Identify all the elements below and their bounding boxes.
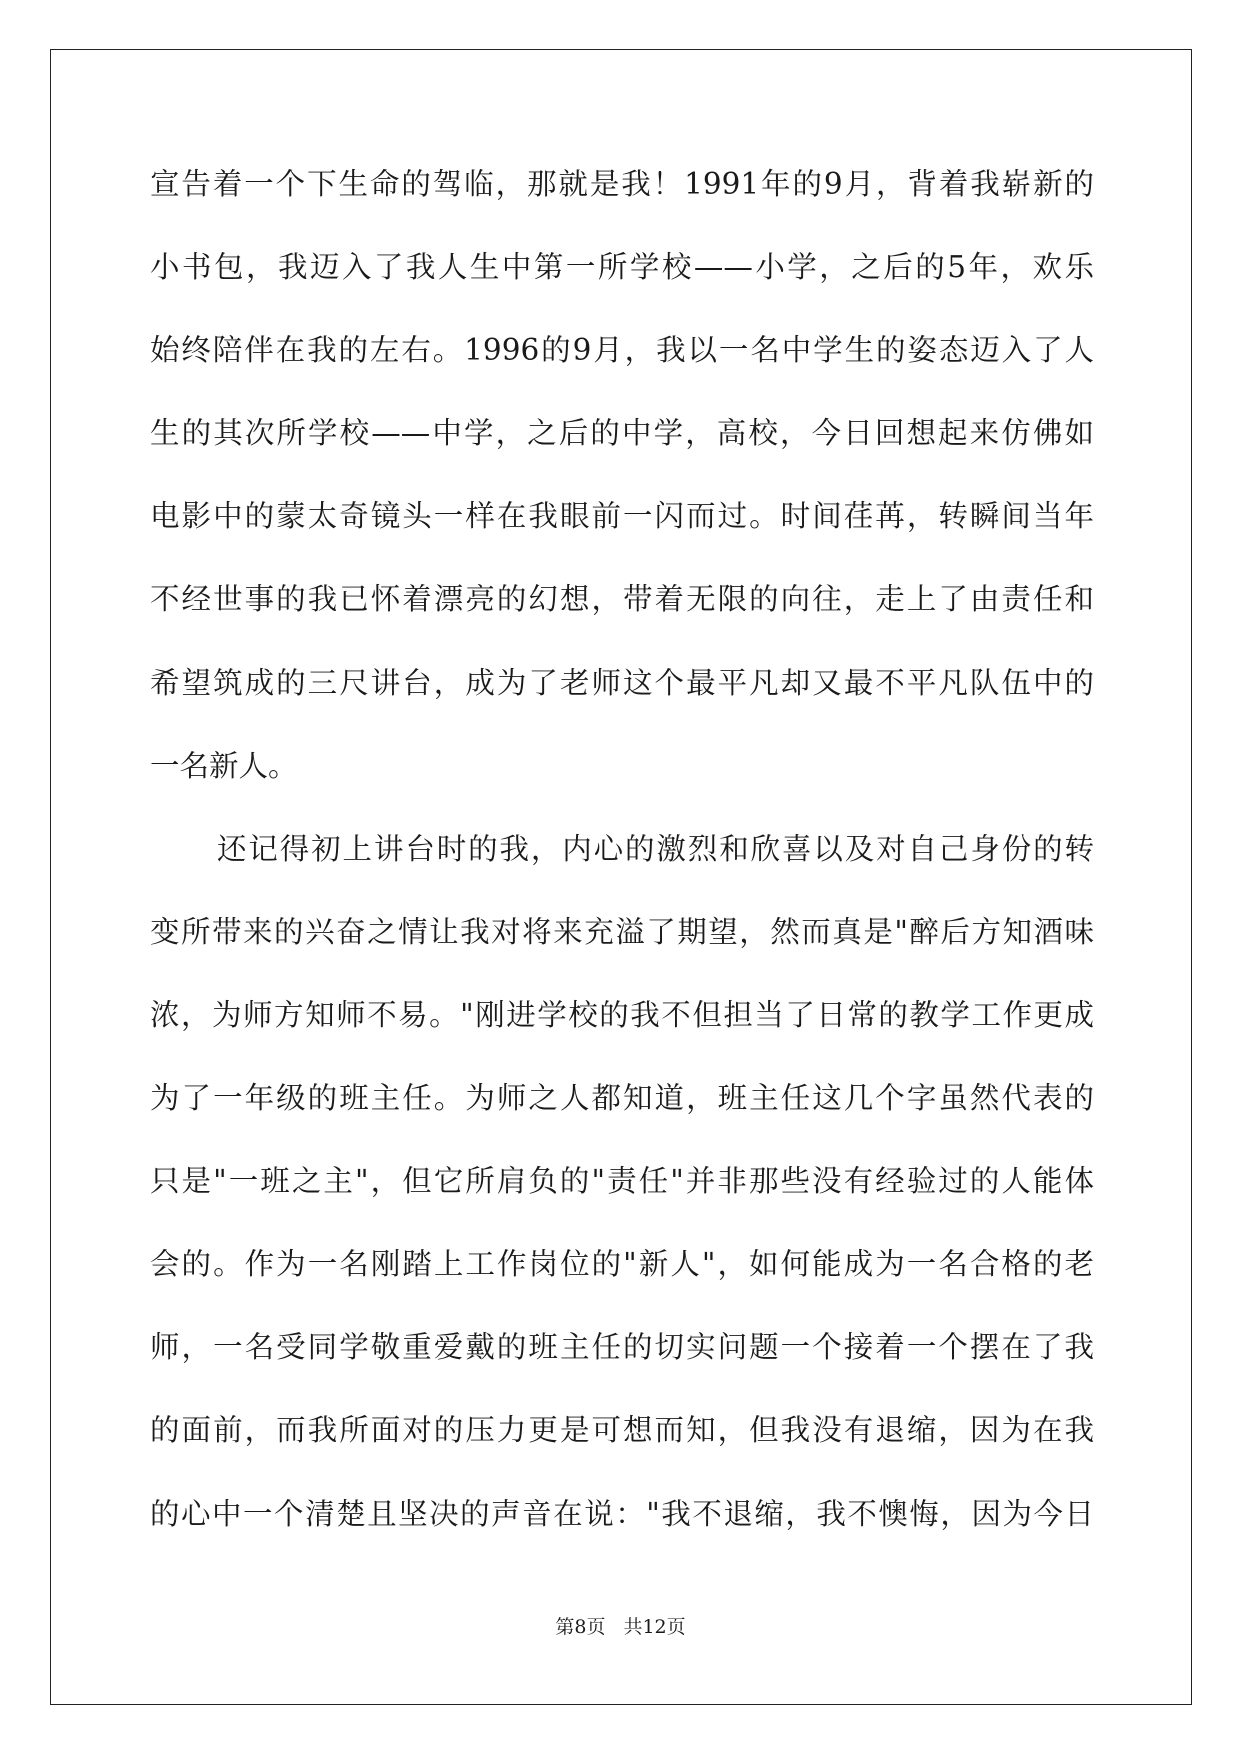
page-footer <box>0 1612 1241 1639</box>
text-line: 师，一名受同学敬重爱戴的班主任的切实问题一个接着一个摆在了我 <box>150 1330 1094 1365</box>
page-total: 共12页 <box>623 1616 686 1638</box>
text-line: 的心中一个清楚且坚决的声音在说："我不退缩，我不懊悔，因为今日 <box>150 1496 1094 1531</box>
text-line: 希望筑成的三尺讲台，成为了老师这个最平凡却又最不平凡队伍中的 <box>150 665 1094 700</box>
document-body <box>150 158 1094 1571</box>
text-line: 不经世事的我已怀着漂亮的幻想，带着无限的向往，走上了由责任和 <box>150 582 1094 617</box>
paragraph-start-line: 还记得初上讲台时的我，内心的激烈和欣喜以及对自己身份的转 <box>217 831 1094 866</box>
text-line: 小书包，我迈入了我人生中第一所学校——小学，之后的5年，欢乐 <box>150 250 1094 285</box>
text-line: 变所带来的兴奋之情让我对将来充溢了期望，然而真是"醉后方知酒味 <box>150 914 1094 949</box>
text-line: 生的其次所学校——中学，之后的中学，高校，今日回想起来仿佛如 <box>150 416 1094 451</box>
text-line: 为了一年级的班主任。为师之人都知道，班主任这几个字虽然代表的 <box>150 1081 1094 1116</box>
text-line: 电影中的蒙太奇镜头一样在我眼前一闪而过。时间荏苒，转瞬间当年 <box>150 499 1094 534</box>
text-line: 会的。作为一名刚踏上工作岗位的"新人"，如何能成为一名合格的老 <box>150 1247 1094 1282</box>
text-line: 始终陪伴在我的左右。1996的9月，我以一名中学生的姿态迈入了人 <box>150 333 1094 368</box>
text-line: 浓，为师方知师不易。"刚进学校的我不但担当了日常的教学工作更成 <box>150 997 1094 1032</box>
text-line: 宣告着一个下生命的驾临，那就是我！1991年的9月，背着我崭新的 <box>150 167 1094 201</box>
text-line: 只是"一班之主"，但它所肩负的"责任"并非那些没有经验过的人能体 <box>150 1164 1094 1199</box>
page-number: 第8页 <box>555 1616 606 1638</box>
paragraph-end-line: 一名新人。 <box>150 748 298 783</box>
text-line: 的面前，而我所面对的压力更是可想而知，但我没有退缩，因为在我 <box>150 1413 1094 1448</box>
